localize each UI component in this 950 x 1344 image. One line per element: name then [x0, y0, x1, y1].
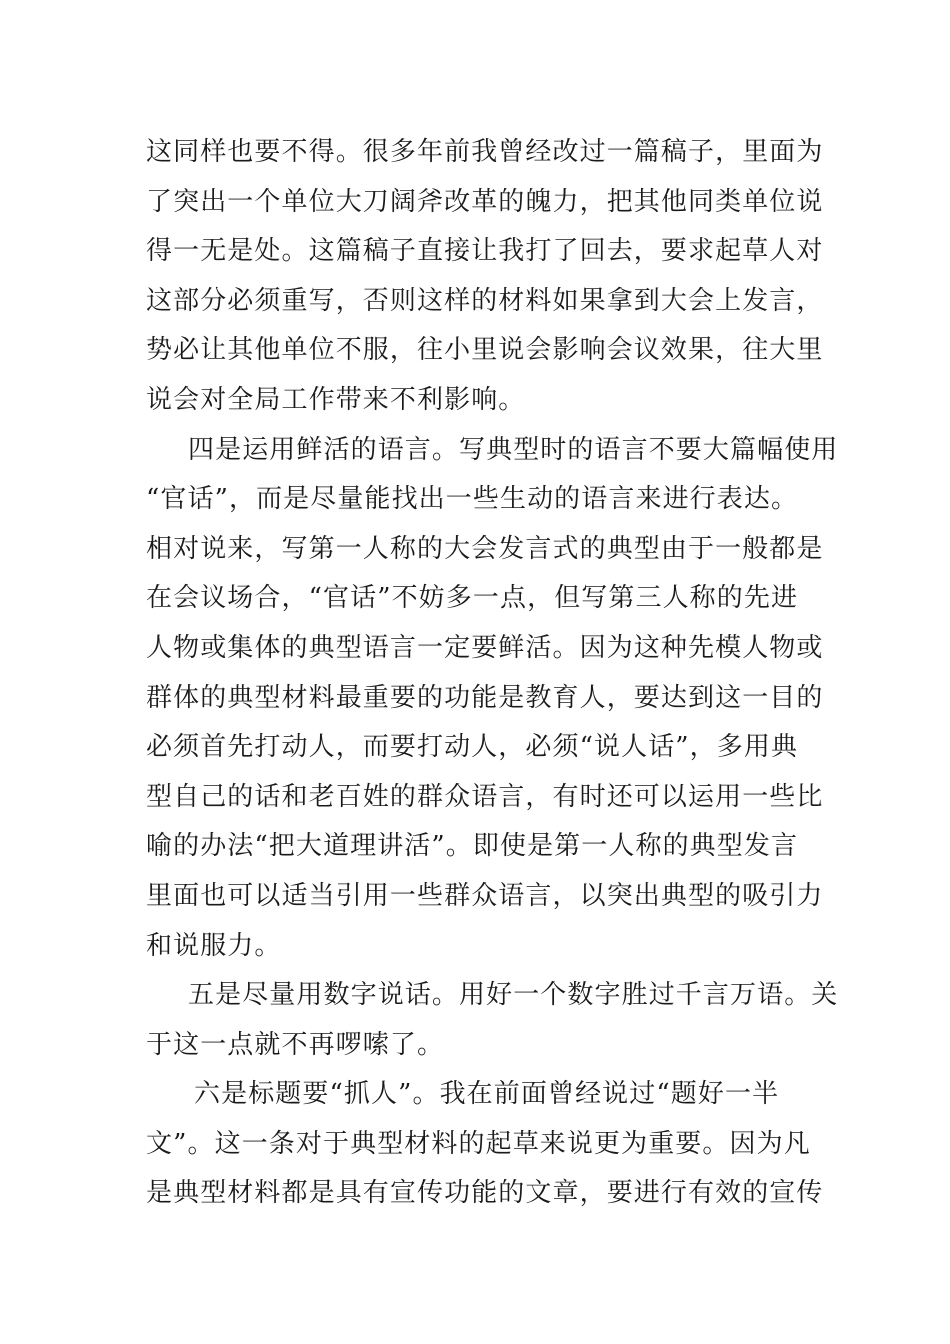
text-line: 群体的典型材料最重要的功能是教育人，要达到这一目的 — [146, 682, 824, 713]
text-line: 必须首先打动人，而要打动人，必须“说人话”，多用典 — [146, 732, 799, 763]
text-line: 了突出一个单位大刀阔斧改革的魄力，把其他同类单位说 — [146, 186, 824, 217]
paragraph-point-four — [146, 426, 839, 972]
text-line: 人物或集体的典型语言一定要鲜活。因为这种先模人物或 — [146, 632, 824, 663]
text-line: “官话”，而是尽量能找出一些生动的语言来进行表达。 — [146, 484, 799, 515]
text-line: 六是标题要“抓人”。我在前面曾经说过“题好一半 — [194, 1079, 780, 1110]
text-line: 相对说来，写第一人称的大会发言式的典型由于一般都是 — [146, 533, 824, 564]
paragraph-point-six — [146, 1070, 824, 1219]
text-line: 说会对全局工作带来不利影响。 — [146, 384, 526, 415]
text-line: 得一无是处。这篇稿子直接让我打了回去，要求起草人对 — [146, 236, 824, 267]
text-line: 于这一点就不再啰嗦了。 — [146, 1029, 445, 1060]
body-text — [146, 128, 839, 1219]
text-line: 和说服力。 — [146, 930, 282, 961]
text-line: 这部分必须重写，否则这样的材料如果拿到大会上发言， — [146, 285, 824, 316]
text-line: 喻的办法“把大道理讲活”。即使是第一人称的典型发言 — [146, 831, 799, 862]
text-line: 五是尽量用数字说话。用好一个数字胜过千言万语。关 — [188, 980, 839, 1011]
paragraph-point-five — [146, 971, 839, 1070]
text-line: 里面也可以适当引用一些群众语言，以突出典型的吸引力 — [146, 880, 824, 911]
text-line: 四是运用鲜活的语言。写典型时的语言不要大篇幅使用 — [188, 434, 839, 465]
text-line: 在会议场合，“官话”不妨多一点，但写第三人称的先进 — [146, 583, 799, 614]
text-line: 这同样也要不得。很多年前我曾经改过一篇稿子，里面为 — [146, 137, 824, 167]
text-line: 文”。这一条对于典型材料的起草来说更为重要。因为凡 — [146, 1128, 811, 1159]
text-line: 型自己的话和老百姓的群众语言，有时还可以运用一些比 — [146, 781, 824, 812]
paragraph-continuation — [146, 128, 824, 426]
text-line: 是典型材料都是具有宣传功能的文章，要进行有效的宣传 — [146, 1178, 824, 1209]
text-line: 势必让其他单位不服，往小里说会影响会议效果，往大里 — [146, 335, 824, 366]
